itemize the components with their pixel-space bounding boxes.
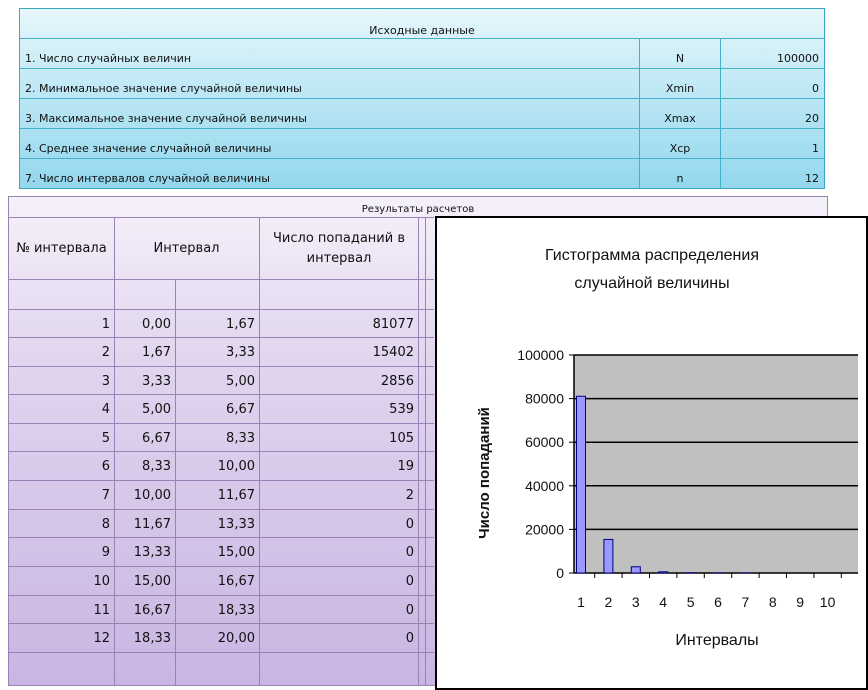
cell-interval-to[interactable]: 16,67 <box>217 574 255 589</box>
row-divider <box>9 595 434 596</box>
cell-hit-count[interactable]: 2856 <box>380 374 414 389</box>
cell-hit-count[interactable]: 15402 <box>372 345 414 360</box>
y-tick-label: 100000 <box>517 347 564 363</box>
column-divider <box>418 217 419 685</box>
cell-hit-count[interactable]: 19 <box>397 459 414 474</box>
x-tick-label: 5 <box>686 594 695 610</box>
chart-title: Гистограмма распределения <box>544 247 760 264</box>
x-tick-label: 9 <box>796 594 805 610</box>
row-divider <box>9 480 434 481</box>
input-row <box>20 158 824 189</box>
y-tick-label: 60000 <box>525 434 564 451</box>
cell-interval-to[interactable]: 11,67 <box>217 488 255 503</box>
cell-interval-number[interactable]: 4 <box>101 402 110 417</box>
histogram-bar[interactable] <box>659 572 668 573</box>
x-tick-label: 1 <box>577 594 585 610</box>
cell-hit-count[interactable]: 105 <box>389 431 414 446</box>
x-tick-label: 4 <box>659 594 668 610</box>
row-divider <box>9 394 434 395</box>
row-divider <box>9 279 434 280</box>
cell-hit-count[interactable]: 2 <box>405 488 414 503</box>
cell-interval-from[interactable]: 10,00 <box>133 488 171 503</box>
input-row-symbol: Xmax <box>664 112 696 125</box>
header-interval: Интервал <box>153 241 220 256</box>
row-divider <box>9 423 434 424</box>
cell-interval-number[interactable]: 6 <box>101 459 110 474</box>
row-divider <box>9 509 434 510</box>
row-divider <box>9 309 434 310</box>
cell-hit-count[interactable]: 0 <box>405 517 414 532</box>
cell-hit-count[interactable]: 81077 <box>372 317 414 332</box>
cell-interval-from[interactable]: 1,67 <box>142 345 171 360</box>
row-divider <box>9 451 434 452</box>
cell-hit-count[interactable]: 0 <box>405 631 414 646</box>
cell-interval-from[interactable]: 8,33 <box>142 459 171 474</box>
y-tick-label: 0 <box>556 565 564 581</box>
cell-hit-count[interactable]: 539 <box>389 402 414 417</box>
cell-interval-to[interactable]: 10,00 <box>217 459 255 474</box>
cell-interval-number[interactable]: 12 <box>93 631 110 646</box>
y-tick-label: 20000 <box>525 521 564 538</box>
x-axis-label: Интервалы <box>675 632 759 649</box>
input-row <box>20 128 824 159</box>
input-row-symbol: Xmin <box>665 82 695 95</box>
input-row-label: 2. Минимальное значение случайной величины <box>25 82 302 95</box>
input-row-value[interactable]: 0 <box>812 82 819 95</box>
cell-hit-count[interactable]: 0 <box>405 603 414 618</box>
cell-interval-number[interactable]: 2 <box>101 345 110 360</box>
header-interval-number: № интервала <box>16 241 107 256</box>
input-row-label: 7. Число интервалов случайной величины <box>25 172 270 185</box>
column-divider <box>175 279 176 685</box>
header-hit-count: Число попаданий в интервал <box>273 231 405 266</box>
input-row <box>20 38 824 69</box>
y-tick-label: 80000 <box>525 390 564 407</box>
cell-interval-number[interactable]: 8 <box>101 517 110 532</box>
input-row-value[interactable]: 12 <box>805 172 819 185</box>
cell-interval-to[interactable]: 5,00 <box>226 374 255 389</box>
input-row <box>20 68 824 99</box>
cell-interval-from[interactable]: 6,67 <box>142 431 171 446</box>
row-divider <box>9 537 434 538</box>
cell-interval-from[interactable]: 16,67 <box>133 603 171 618</box>
y-tick-label: 40000 <box>525 477 564 494</box>
histogram-bar[interactable] <box>577 396 586 573</box>
row-divider <box>9 337 434 338</box>
cell-interval-from[interactable]: 11,67 <box>133 517 171 532</box>
row-divider <box>9 652 434 653</box>
x-tick-label: 7 <box>741 594 750 610</box>
cell-interval-to[interactable]: 3,33 <box>226 345 255 360</box>
cell-hit-count[interactable]: 0 <box>405 545 414 560</box>
x-tick-label: 10 <box>819 594 836 610</box>
cell-interval-from[interactable]: 13,33 <box>133 545 171 560</box>
cell-interval-from[interactable]: 5,00 <box>142 402 171 417</box>
input-data-table <box>19 8 825 189</box>
cell-interval-to[interactable]: 13,33 <box>217 517 255 532</box>
cell-interval-number[interactable]: 7 <box>101 488 110 503</box>
input-row-symbol: Xcp <box>669 142 691 155</box>
row-divider <box>9 366 434 367</box>
cell-interval-number[interactable]: 5 <box>101 431 110 446</box>
x-tick-label: 6 <box>714 594 722 610</box>
cell-interval-number[interactable]: 1 <box>101 317 110 332</box>
histogram-svg <box>437 218 866 688</box>
input-row-label: 3. Максимальное значение случайной величины <box>25 112 307 125</box>
cell-interval-to[interactable]: 6,67 <box>226 402 255 417</box>
input-row-value[interactable]: 100000 <box>777 52 819 65</box>
histogram-bar[interactable] <box>631 567 640 573</box>
input-row-label: 4. Среднее значение случайной величины <box>25 142 272 155</box>
histogram-chart[interactable] <box>435 216 868 690</box>
cell-interval-number[interactable]: 3 <box>101 374 110 389</box>
cell-interval-to[interactable]: 20,00 <box>217 631 255 646</box>
histogram-bar[interactable] <box>604 539 613 573</box>
cell-interval-to[interactable]: 15,00 <box>217 545 255 560</box>
plot-area <box>574 355 858 573</box>
chart-title: случайной величины <box>574 275 730 292</box>
input-row-label: 1. Число случайных величин <box>25 52 192 65</box>
x-tick-label: 8 <box>768 594 777 610</box>
input-row-symbol: n <box>676 172 684 185</box>
results-table-title: Результаты расчетов <box>361 204 475 215</box>
row-divider <box>9 217 434 218</box>
y-axis-label: Число попаданий <box>476 407 493 539</box>
input-row-symbol: N <box>675 52 685 65</box>
column-divider <box>425 217 426 685</box>
cell-interval-from[interactable]: 18,33 <box>133 631 171 646</box>
cell-interval-from[interactable]: 15,00 <box>133 574 171 589</box>
cell-hit-count[interactable]: 0 <box>405 574 414 589</box>
input-row-value[interactable]: 20 <box>805 112 819 125</box>
cell-interval-to[interactable]: 1,67 <box>226 317 255 332</box>
input-table-title: Исходные данные <box>369 24 475 37</box>
cell-interval-from[interactable]: 3,33 <box>142 374 171 389</box>
row-divider <box>9 566 434 567</box>
input-row <box>20 98 824 129</box>
input-row-value[interactable]: 1 <box>812 142 819 155</box>
cell-interval-from[interactable]: 0,00 <box>142 317 171 332</box>
cell-interval-number[interactable]: 10 <box>93 574 110 589</box>
x-tick-label: 3 <box>631 594 640 610</box>
row-divider <box>9 623 434 624</box>
x-tick-label: 2 <box>604 594 613 610</box>
cell-interval-to[interactable]: 8,33 <box>226 431 255 446</box>
cell-interval-number[interactable]: 9 <box>101 545 110 560</box>
cell-interval-to[interactable]: 18,33 <box>217 603 255 618</box>
cell-interval-number[interactable]: 11 <box>93 603 110 618</box>
